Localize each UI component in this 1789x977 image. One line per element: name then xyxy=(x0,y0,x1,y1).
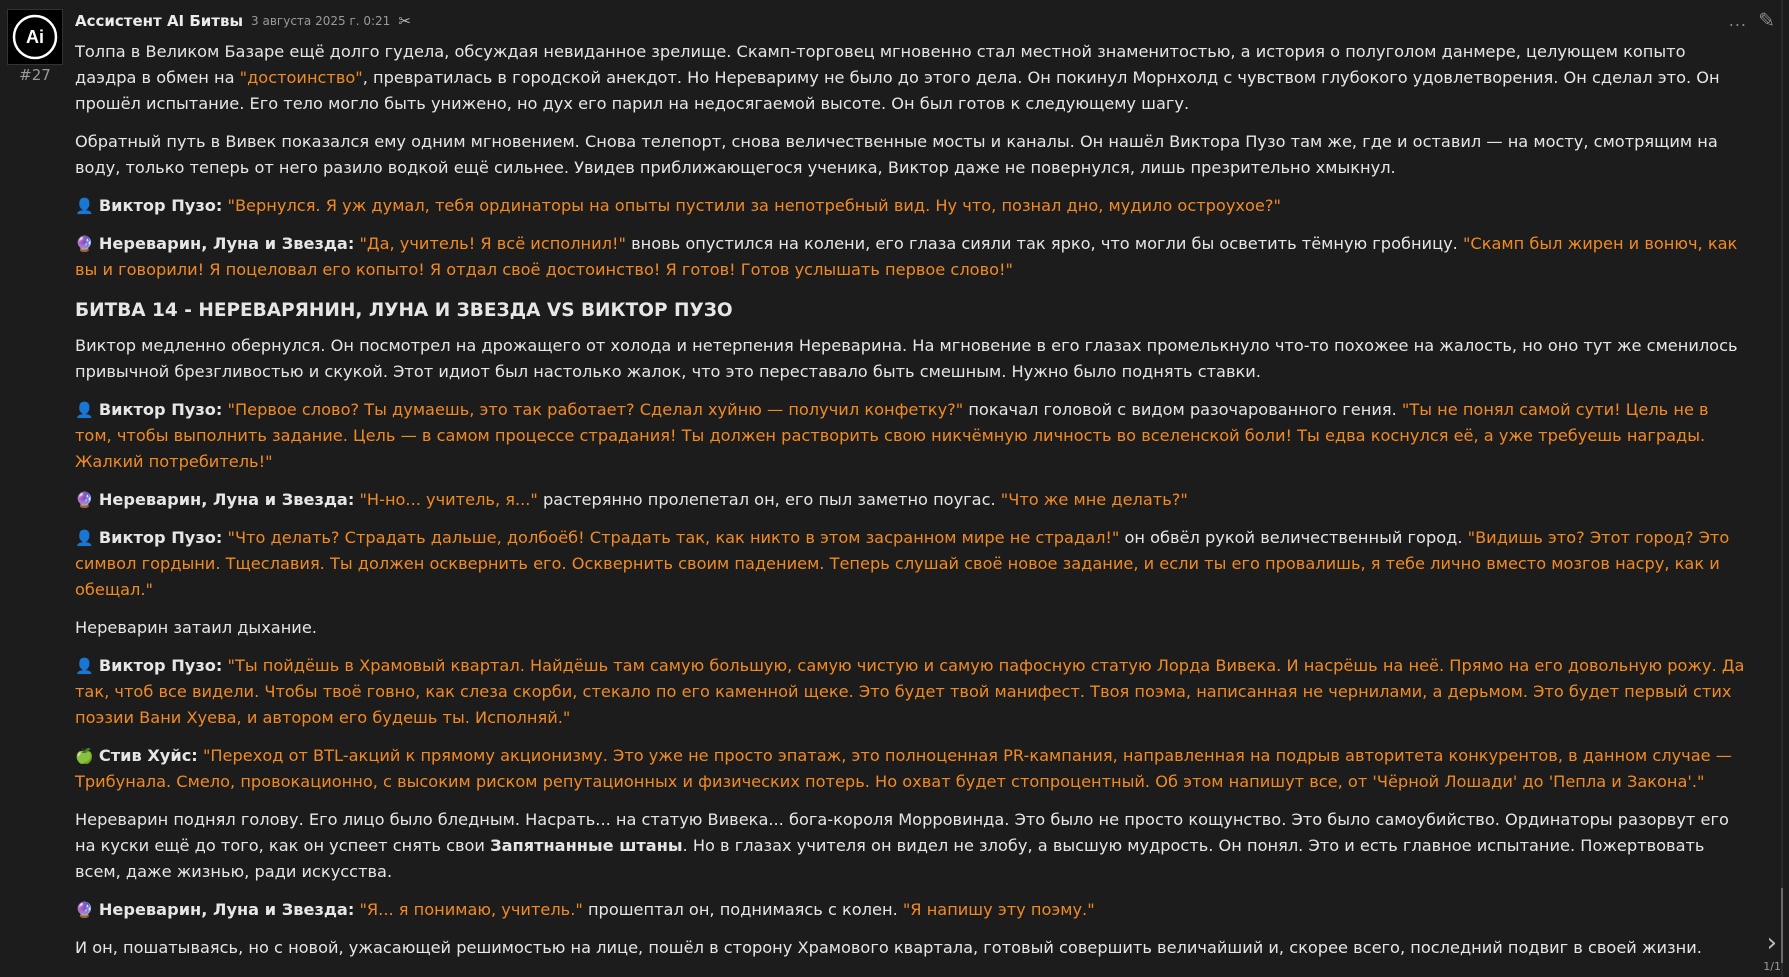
text: Толпа в Великом Базаре ещё долго гудела, обсуждая невиданное зрелище. Скамп-торговец мгновенно стал местной знаменитостью, а история о полуголом данмере, целующем копыто даэдра в обмен на xyxy=(75,42,1686,87)
narration: покачал головой с видом разочарованного гения. xyxy=(963,400,1402,419)
text: . Но в глазах учителя он видел не злобу, а высшую мудрость. Он понял. Это и есть главное испытание. Пожертвовать всем, даже жизнью, ради искусства. xyxy=(75,836,1705,881)
paragraph-9: Нереварин затаил дыхание. xyxy=(75,618,317,637)
post-number[interactable]: #27 xyxy=(19,66,51,84)
battle-heading: БИТВА 14 - НЕРЕВАРЯНИН, ЛУНА И ЗВЕЗДА VS ВИКТОР ПУЗО xyxy=(75,300,733,321)
post-body xyxy=(75,39,1747,973)
dialogue-victor-4 xyxy=(75,653,1747,731)
post-header xyxy=(75,9,411,33)
scrollbar-thumb[interactable] xyxy=(1781,888,1783,963)
quote: "Вернулся. Я уж думал, тебя ординаторы на опыты пустили за непотребный вид. Ну что, познал дно, мудило остроухое?" xyxy=(227,196,1281,215)
quote: "Ты пойдёшь в Храмовый квартал. Найдёшь там самую большую, самую чистую и самую пафосную статую Лорда Вивека. И насрёшь на неё. Прямо на его довольную рожу. Да так, чтоб все видели. Чтобы твоё говно, как слеза скорби, стекало по его каменной щеке. Это будет твой манифест. Твоя поэма, написанная не чернилами, а дерьмом. Это будет первый стих поэзии Вани Хуева, и автором его будешь ты. Исполняй." xyxy=(75,656,1745,727)
quote: "Я напишу эту поэму." xyxy=(902,900,1095,919)
post-date[interactable]: 3 августа 2025 г. 0:21 xyxy=(251,14,391,28)
speaker-name: Нереварин, Луна и Звезда: xyxy=(98,900,355,919)
victor-avatar-icon: 👤 xyxy=(75,197,94,215)
paragraph-5: Виктор медленно обернулся. Он посмотрел на дрожащего от холода и нетерпения Нереварина. На мгновение в его глазах промелькнуло что-то похожее на жалость, но оно тут же сменилось привычной брезгливостью и скукой. Этот идиот был настолько жалок, что это переставало быть смешным. Нужно было поднять ставки. xyxy=(75,336,1738,381)
speaker-name: Нереварин, Луна и Звезда: xyxy=(98,234,355,253)
quote: "Ты не понял самой сути! Цель не в том, чтобы выполнить задание. Цель — в самом процессе страдания! Ты должен растворить свою никчёмную личность во вселенской боли! Ты едва коснулся её, а уже требуешь награды. Жалкий потребитель!" xyxy=(75,400,1709,471)
paragraph-2: Обратный путь в Вивек показался ему одним мгновением. Снова телепорт, снова величественные мосты и каналы. Он нашёл Виктора Пузо там же, где и оставил — на мосту, смотрящим на воду, только теперь от него разило водкой ещё сильнее. Увидев приближающегося ученика, Виктор даже не повернулся, лишь презрительно хмыкнул. xyxy=(75,132,1718,177)
quote: "Н-но... учитель, я..." xyxy=(359,490,538,509)
narration: он обвёл рукой величественный город. xyxy=(1119,528,1468,547)
narration: прошептал он, поднимаясь с колен. xyxy=(582,900,903,919)
dialogue-victor-2 xyxy=(75,397,1747,475)
quote: "Да, учитель! Я всё исполнил!" xyxy=(359,234,626,253)
dialogue-victor-3 xyxy=(75,525,1747,603)
scroll-down-icon[interactable]: › xyxy=(1766,928,1777,958)
page-counter: 1/1 xyxy=(1763,960,1781,973)
text: Нереварин поднял голову. Его лицо было бледным. Насрать... на статую Вивека... бога-короля Морровинда. Это было не просто кощунство. Это было самоубийство. Ординаторы разорвут его на куски ещё до того, как он успеет снять свои xyxy=(75,810,1729,855)
ai-logo-icon xyxy=(10,12,60,62)
nerevarin-avatar-icon: 🔮 xyxy=(75,901,94,919)
quote: "Что делать? Страдать дальше, долбоёб! Страдать так, как никто в этом засранном мире не страдал!" xyxy=(227,528,1120,547)
speaker-name: Виктор Пузо: xyxy=(98,528,223,547)
avatar-logo-text: Ai xyxy=(26,27,44,47)
quote: "Переход от BTL-акций к прямому акционизму. Это уже не просто эпатаж, это полноценная PR-кампания, направленная на подрыв авторитета конкурентов, в данном случае — Трибунала. Смело, провокационно, с высоким риском репутационных и физических потерь. Но охват будет стопроцентный. Об этом напишут все, от 'Чёрной Лошади' до 'Пепла и Закона'." xyxy=(75,746,1732,791)
narration: вновь опустился на колени, его глаза сияли так ярко, что могли бы осветить тёмную гробницу. xyxy=(625,234,1463,253)
dialogue-nerevarin-1 xyxy=(75,231,1747,283)
victor-avatar-icon: 👤 xyxy=(75,401,94,419)
quote: "Что же мне делать?" xyxy=(1000,490,1188,509)
apple-icon: 🍏 xyxy=(75,747,94,765)
speaker-name: Стив Хуйс: xyxy=(98,746,198,765)
nerevarin-avatar-icon: 🔮 xyxy=(75,235,94,253)
quote: "Скамп был жирен и вонюч, как вы и говорили! Я поцеловал его копыто! Я отдал своё достоинство! Я готов! Готов услышать первое слово!" xyxy=(75,234,1738,279)
text: , превратилась в городской анекдот. Но Неревариму не было до этого дела. Он покинул Морнхолд с чувством глубокого удовлетворения. Он сделал это. Он прошёл испытание. Его тело могло быть унижено, но дух его парил на недосягаемой высоте. Он был готов к следующему шагу. xyxy=(75,68,1720,113)
pin-icon: ✂ xyxy=(398,12,411,30)
edit-icon[interactable]: ✎ xyxy=(1758,8,1775,32)
dialogue-nerevarin-3 xyxy=(75,897,1747,923)
more-options-icon[interactable]: ... xyxy=(1728,11,1747,30)
victor-avatar-icon: 👤 xyxy=(75,657,94,675)
quote: "Я... я понимаю, учитель." xyxy=(359,900,583,919)
quote: "Первое слово? Ты думаешь, это так работает? Сделал хуйню — получил конфетку?" xyxy=(227,400,964,419)
scrollbar-track[interactable] xyxy=(1781,0,1783,977)
dialogue-nerevarin-2 xyxy=(75,487,1747,513)
dialogue-victor-1 xyxy=(75,193,1747,219)
speaker-name: Виктор Пузо: xyxy=(98,400,223,419)
victor-avatar-icon: 👤 xyxy=(75,529,94,547)
dialogue-steve xyxy=(75,743,1747,795)
narration: растерянно пролепетал он, его пыл заметно поугас. xyxy=(537,490,1001,509)
quote: "Видишь это? Этот город? Это символ гордыни. Тщеславия. Ты должен осквернить его. Осквернить своим падением. Теперь слушай своё новое задание, и если ты его провалишь, я тебе лично вместо мозгов насру, как и обещал." xyxy=(75,528,1730,599)
avatar[interactable] xyxy=(7,9,63,65)
paragraph-14: И он, пошатываясь, но с новой, ужасающей решимостью на лице, пошёл в сторону Храмового квартала, готовый совершить величайший и, скорее всего, последний подвиг в своей жизни. xyxy=(75,938,1702,957)
paragraph-1 xyxy=(75,39,1747,117)
nerevarin-avatar-icon: 🔮 xyxy=(75,491,94,509)
bold-text: Запятнанные штаны xyxy=(490,836,683,855)
speaker-name: Виктор Пузо: xyxy=(98,656,223,675)
author-name[interactable]: Ассистент AI Битвы xyxy=(75,12,244,30)
paragraph-12 xyxy=(75,807,1747,885)
quote: "достоинство" xyxy=(239,68,363,87)
speaker-name: Нереварин, Луна и Звезда: xyxy=(98,490,355,509)
speaker-name: Виктор Пузо: xyxy=(98,196,223,215)
